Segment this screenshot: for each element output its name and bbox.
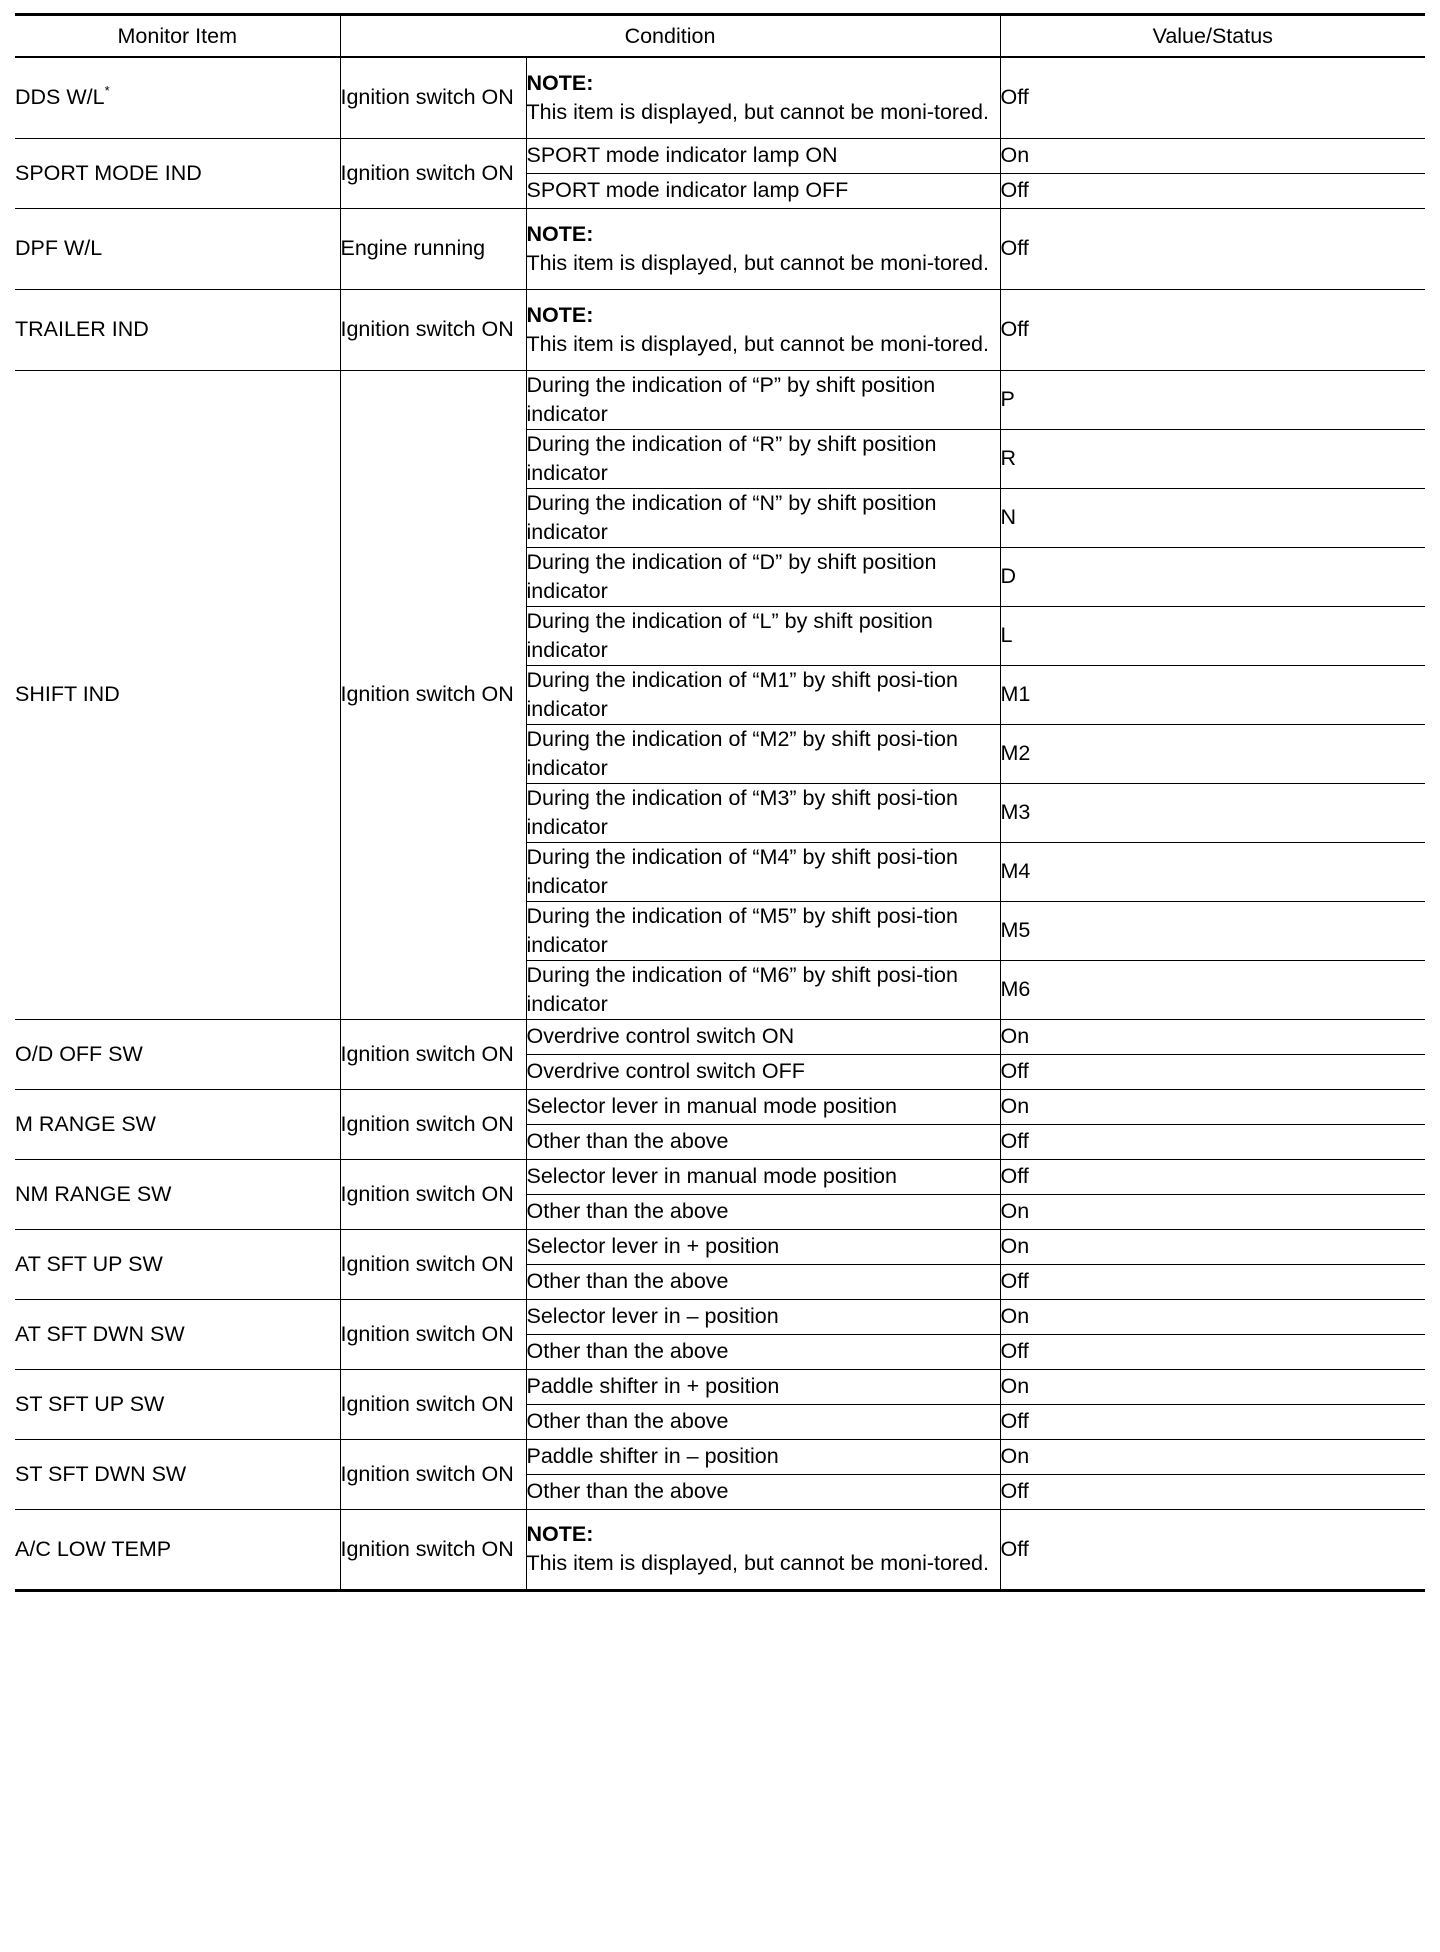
value-status: D bbox=[1000, 547, 1425, 606]
sub-condition: Other than the above bbox=[526, 1194, 1000, 1229]
header-condition: Condition bbox=[340, 15, 1000, 58]
monitor-item: O/D OFF SW bbox=[15, 1019, 340, 1089]
sub-condition: Overdrive control switch OFF bbox=[526, 1054, 1000, 1089]
sub-condition: During the indication of “M5” by shift posi-tion indicator bbox=[526, 901, 1000, 960]
value-status: R bbox=[1000, 429, 1425, 488]
table-row bbox=[15, 1019, 1425, 1054]
value-status: Off bbox=[1000, 57, 1425, 138]
value-status: Off bbox=[1000, 1264, 1425, 1299]
sub-condition: Selector lever in manual mode position bbox=[526, 1159, 1000, 1194]
value-status: On bbox=[1000, 1089, 1425, 1124]
sub-condition: During the indication of “M1” by shift posi-tion indicator bbox=[526, 665, 1000, 724]
sub-condition: Selector lever in manual mode position bbox=[526, 1089, 1000, 1124]
condition: Engine running bbox=[340, 208, 526, 289]
table-row bbox=[15, 1229, 1425, 1264]
sub-condition: Other than the above bbox=[526, 1334, 1000, 1369]
condition: Ignition switch ON bbox=[340, 1439, 526, 1509]
value-status: Off bbox=[1000, 1474, 1425, 1509]
table-row bbox=[15, 57, 1425, 138]
monitor-item: ST SFT UP SW bbox=[15, 1369, 340, 1439]
condition: Ignition switch ON bbox=[340, 1159, 526, 1229]
value-status: Off bbox=[1000, 1054, 1425, 1089]
condition: Ignition switch ON bbox=[340, 138, 526, 208]
value-status: M5 bbox=[1000, 901, 1425, 960]
table-row bbox=[15, 1509, 1425, 1590]
table-row bbox=[15, 1159, 1425, 1194]
sub-condition: During the indication of “D” by shift position indicator bbox=[526, 547, 1000, 606]
sub-condition: During the indication of “L” by shift position indicator bbox=[526, 606, 1000, 665]
value-status: M3 bbox=[1000, 783, 1425, 842]
header-row bbox=[15, 15, 1425, 58]
table-row bbox=[15, 1089, 1425, 1124]
value-status: Off bbox=[1000, 1404, 1425, 1439]
sub-condition: During the indication of “M3” by shift posi-tion indicator bbox=[526, 783, 1000, 842]
monitor-item: TRAILER IND bbox=[15, 289, 340, 370]
monitor-table bbox=[15, 13, 1425, 1592]
condition: Ignition switch ON bbox=[340, 1299, 526, 1369]
sub-condition: During the indication of “N” by shift position indicator bbox=[526, 488, 1000, 547]
sub-condition: Other than the above bbox=[526, 1474, 1000, 1509]
header-value-status: Value/Status bbox=[1000, 15, 1425, 58]
sub-condition: Paddle shifter in – position bbox=[526, 1439, 1000, 1474]
condition: Ignition switch ON bbox=[340, 1369, 526, 1439]
condition: Ignition switch ON bbox=[340, 1089, 526, 1159]
condition-note: NOTE: This item is displayed, but cannot be moni-tored. bbox=[526, 208, 1000, 289]
value-status: On bbox=[1000, 1194, 1425, 1229]
condition: Ignition switch ON bbox=[340, 289, 526, 370]
sub-condition: Paddle shifter in + position bbox=[526, 1369, 1000, 1404]
value-status: Off bbox=[1000, 289, 1425, 370]
value-status: On bbox=[1000, 1439, 1425, 1474]
sub-condition: Other than the above bbox=[526, 1404, 1000, 1439]
sub-condition: During the indication of “M2” by shift posi-tion indicator bbox=[526, 724, 1000, 783]
sub-condition: During the indication of “M4” by shift posi-tion indicator bbox=[526, 842, 1000, 901]
condition-note: NOTE: This item is displayed, but cannot be moni-tored. bbox=[526, 1509, 1000, 1590]
table-row bbox=[15, 1299, 1425, 1334]
table-row bbox=[15, 289, 1425, 370]
monitor-item: ST SFT DWN SW bbox=[15, 1439, 340, 1509]
value-status: On bbox=[1000, 138, 1425, 173]
monitor-item: DDS W/L* bbox=[15, 57, 340, 138]
value-status: M4 bbox=[1000, 842, 1425, 901]
value-status: M1 bbox=[1000, 665, 1425, 724]
condition: Ignition switch ON bbox=[340, 1509, 526, 1590]
sub-condition: SPORT mode indicator lamp ON bbox=[526, 138, 1000, 173]
condition-note: NOTE: This item is displayed, but cannot be moni-tored. bbox=[526, 289, 1000, 370]
value-status: N bbox=[1000, 488, 1425, 547]
value-status: Off bbox=[1000, 173, 1425, 208]
condition-note: NOTE: This item is displayed, but cannot be moni-tored. bbox=[526, 57, 1000, 138]
monitor-item: M RANGE SW bbox=[15, 1089, 340, 1159]
value-status: M2 bbox=[1000, 724, 1425, 783]
value-status: Off bbox=[1000, 1509, 1425, 1590]
value-status: On bbox=[1000, 1229, 1425, 1264]
monitor-item: AT SFT DWN SW bbox=[15, 1299, 340, 1369]
sub-condition: Overdrive control switch ON bbox=[526, 1019, 1000, 1054]
sub-condition: Other than the above bbox=[526, 1124, 1000, 1159]
value-status: Off bbox=[1000, 1334, 1425, 1369]
value-status: Off bbox=[1000, 1124, 1425, 1159]
value-status: M6 bbox=[1000, 960, 1425, 1019]
table-row bbox=[15, 208, 1425, 289]
table-row bbox=[15, 138, 1425, 173]
table-row bbox=[15, 370, 1425, 429]
sub-condition: Other than the above bbox=[526, 1264, 1000, 1299]
sub-condition: Selector lever in – position bbox=[526, 1299, 1000, 1334]
condition: Ignition switch ON bbox=[340, 57, 526, 138]
value-status: On bbox=[1000, 1299, 1425, 1334]
monitor-item: DPF W/L bbox=[15, 208, 340, 289]
sub-condition: SPORT mode indicator lamp OFF bbox=[526, 173, 1000, 208]
value-status: Off bbox=[1000, 1159, 1425, 1194]
sub-condition: Selector lever in + position bbox=[526, 1229, 1000, 1264]
value-status: L bbox=[1000, 606, 1425, 665]
monitor-item: AT SFT UP SW bbox=[15, 1229, 340, 1299]
condition: Ignition switch ON bbox=[340, 1019, 526, 1089]
header-monitor-item: Monitor Item bbox=[15, 15, 340, 58]
sub-condition: During the indication of “M6” by shift posi-tion indicator bbox=[526, 960, 1000, 1019]
value-status: On bbox=[1000, 1019, 1425, 1054]
value-status: On bbox=[1000, 1369, 1425, 1404]
monitor-item: SHIFT IND bbox=[15, 370, 340, 1019]
sub-condition: During the indication of “R” by shift position indicator bbox=[526, 429, 1000, 488]
condition: Ignition switch ON bbox=[340, 370, 526, 1019]
monitor-item: NM RANGE SW bbox=[15, 1159, 340, 1229]
value-status: P bbox=[1000, 370, 1425, 429]
table-row bbox=[15, 1439, 1425, 1474]
monitor-item: SPORT MODE IND bbox=[15, 138, 340, 208]
monitor-item: A/C LOW TEMP bbox=[15, 1509, 340, 1590]
value-status: Off bbox=[1000, 208, 1425, 289]
sub-condition: During the indication of “P” by shift position indicator bbox=[526, 370, 1000, 429]
condition: Ignition switch ON bbox=[340, 1229, 526, 1299]
table-row bbox=[15, 1369, 1425, 1404]
